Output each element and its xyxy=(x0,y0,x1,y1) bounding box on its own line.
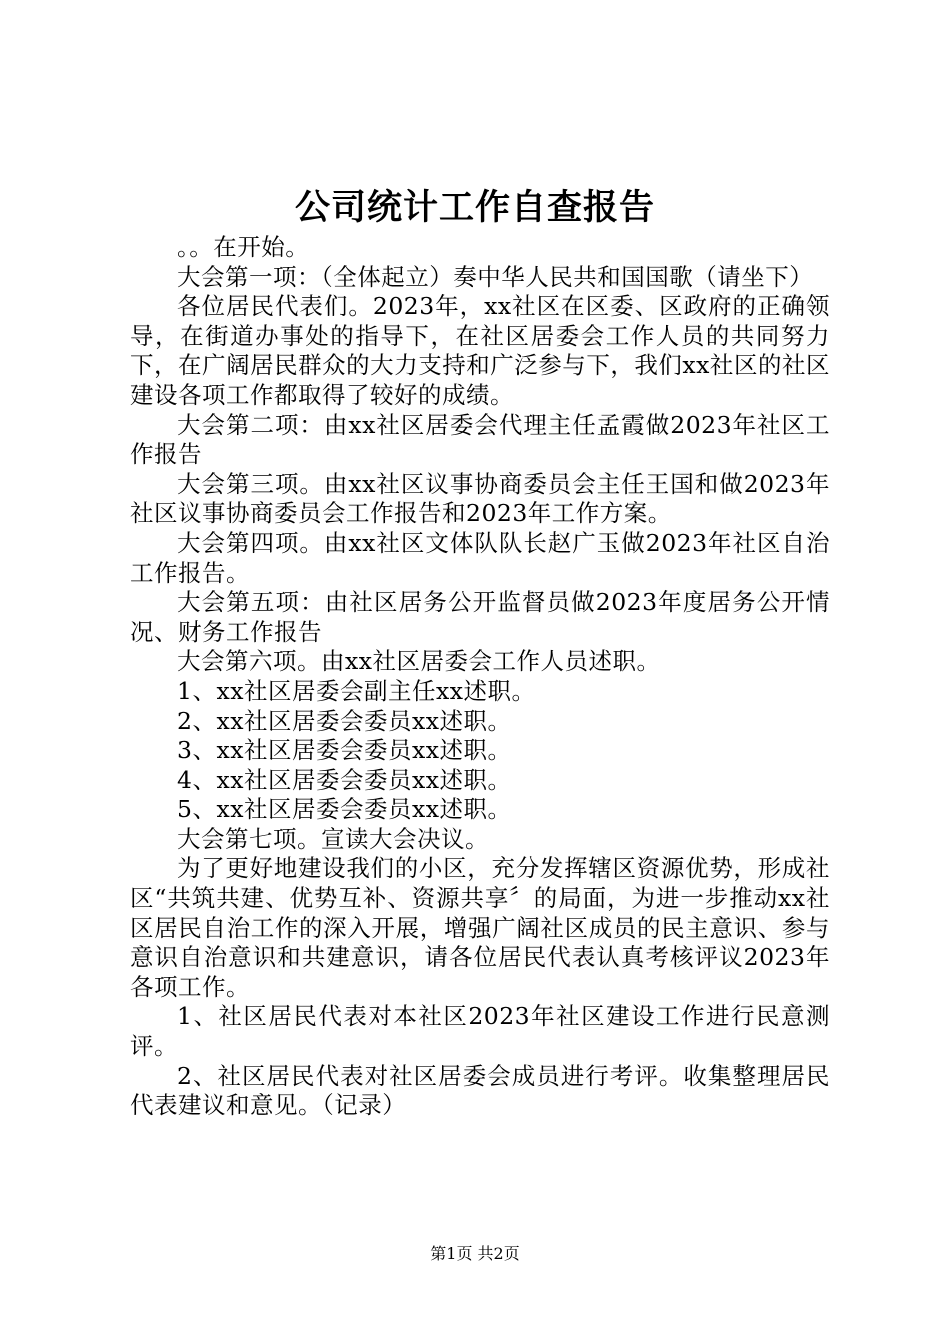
paragraph: 大会第一项：（全体起立）奏中华人民共和国国歌（请坐下） xyxy=(177,262,814,291)
paragraph: 为了更好地建设我们的小区，充分发挥辖区资源优势，形成社区“共筑共建、优势互补、资源共享〞的局面，为进一步推动xx社区居民自治工作的深入开展，增强广阔社区成员的民主意识、参与意识自治意识和共建意识，请各位居民代表认真考核评议2023年各项工作。 xyxy=(130,854,830,1001)
paragraph: 大会第六项。由xx社区居委会工作人员述职。 xyxy=(177,647,661,676)
document-body xyxy=(130,233,830,1121)
list-item: 1、xx社区居委会副主任xx述职。 xyxy=(177,676,536,705)
list-item: 1、社区居民代表对本社区2023年社区建设工作进行民意测评。 xyxy=(130,1002,830,1061)
paragraph: 大会第四项。由xx社区文体队队长赵广玉做2023年社区自治工作报告。 xyxy=(130,528,830,587)
paragraph: 各位居民代表们。2023年，xx社区在区委、区政府的正确领导，在街道办事处的指导下，在社区居委会工作人员的共同努力下，在广阔居民群众的大力支持和广泛参与下，我们xx社区的社区建设各项工作都取得了较好的成绩。 xyxy=(130,292,830,409)
list-item: 2、社区居民代表对社区居委会成员进行考评。收集整理居民代表建议和意见。（记录） xyxy=(130,1061,830,1120)
document-title: 公司统计工作自查报告 xyxy=(294,187,655,228)
list-item: 5、xx社区居委会委员xx述职。 xyxy=(177,795,512,824)
paragraph: 。。在开始。 xyxy=(177,233,310,261)
list-item: 4、xx社区居委会委员xx述职。 xyxy=(177,765,512,794)
paragraph: 大会第七项。宣读大会决议。 xyxy=(177,824,489,853)
list-item: 3、xx社区居委会委员xx述职。 xyxy=(177,736,512,765)
paragraph: 大会第五项：由社区居务公开监督员做2023年度居务公开情况、财务工作报告 xyxy=(130,588,830,646)
page-footer: 第1页 共2页 xyxy=(430,1244,520,1263)
paragraph: 大会第二项：由xx社区居委会代理主任孟霞做2023年社区工作报告 xyxy=(130,410,830,469)
paragraph: 大会第三项。由xx社区议事协商委员会主任王国和做2023年社区议事协商委员会工作报告和2023年工作方案。 xyxy=(130,469,830,528)
list-item: 2、xx社区居委会委员xx述职。 xyxy=(177,706,512,735)
